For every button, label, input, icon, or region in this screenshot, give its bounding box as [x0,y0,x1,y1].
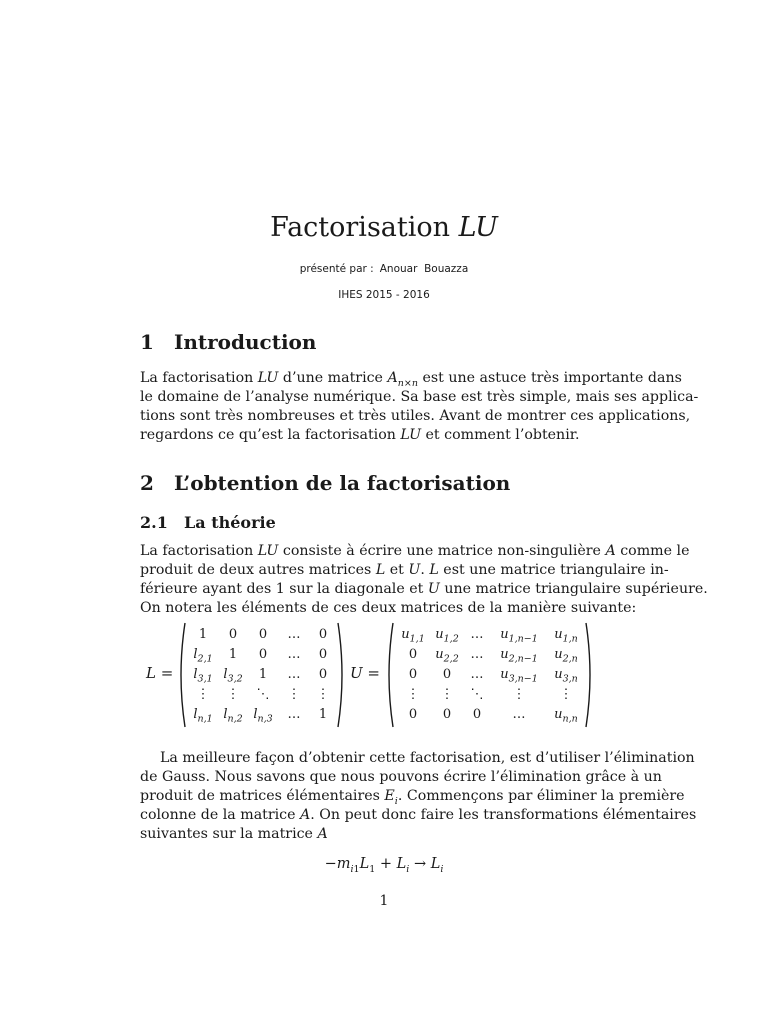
matrix-u-row: 0 $u_{2,2}$ … $u_{2,n-1}$ $u_{2,n}$ [408,646,578,665]
author-name: Anouar Bouazza [379,263,469,275]
intro-line: La factorisation LU d’une matrice $A_{n\times n}$ est une astuce très importante dans [140,370,682,389]
intro-line: tions sont très nombreuses et très utiles. Avant de montrer ces applications, [140,408,691,424]
section-heading-introduction: 1 Introduction [140,330,317,354]
theory-line: produit de deux autres matrices L et U. L est une matrice triangulaire in- [140,562,669,578]
gauss-line: de Gauss. Nous savons que nous pouvons écrire l’élimination grâce à un [140,769,662,785]
matrix-l-row: ⋮ ⋮ ⋱ ⋮ ⋮ [196,686,330,702]
subsection-heading-theorie: 2.1 La théorie [140,513,276,532]
intro-paragraph [140,369,699,445]
matrix-l-row: $l_{2,1}$ 1 0 … 0 [193,646,328,665]
gauss-line: La meilleure façon d’obtenir cette factorisation, est d’utiliser l’élimination [160,750,695,766]
theory-line: férieure ayant des 1 sur la diagonale et U une matrice triangulaire supérieure. [140,581,708,597]
matrix-u-right-paren [585,622,595,728]
matrix-u-row: 0 0 … $u_{3,n-1}$ $u_{3,n}$ [408,666,578,685]
elimination-formula: $-m_{i1}L_1 + L_i \to L_i$ [324,856,444,875]
matrices-display [140,622,628,728]
matrix-l-row: 1 0 0 … 0 [198,626,328,642]
matrix-u-row: $u_{1,1}$ $u_{1,2}$ … $u_{1,n-1}$ $u_{1,n}$ [401,626,578,645]
matrix-l-right-paren [337,622,347,728]
matrix-l-left-paren [176,622,186,728]
intro-line: regardons ce qu’est la factorisation LU et comment l’obtenir. [140,427,580,443]
theory-paragraph [140,542,708,618]
institution-line: IHES 2015 - 2016 [338,289,430,301]
matrix-u-row: 0 0 0 … $u_{n,n}$ [408,706,578,725]
matrix-u-label: U = [350,664,380,682]
document-title: Factorisation LU [270,212,498,243]
matrix-l-row: $l_{3,1}$ $l_{3,2}$ 1 … 0 [193,666,328,685]
matrix-u-left-paren [384,622,394,728]
author-line [0,263,768,275]
matrix-l-label: L = [146,664,174,682]
intro-line: le domaine de l’analyse numérique. Sa base est très simple, mais ses applica- [140,389,699,405]
matrix-l-row: $l_{n,1}$ $l_{n,2}$ $l_{n,3}$ … 1 [193,706,328,725]
theory-line: La factorisation LU consiste à écrire une matrice non-singulière A comme le [140,543,690,559]
theory-line: On notera les éléments de ces deux matrices de la manière suivante: [140,600,637,616]
section-heading-obtention: 2 L’obtention de la factorisation [140,471,511,495]
matrix-u-row: ⋮ ⋮ ⋱ ⋮ ⋮ [406,686,573,702]
gauss-paragraph [140,749,697,844]
gauss-line: colonne de la matrice A. On peut donc faire les transformations élémentaires [140,807,697,823]
gauss-line: suivantes sur la matrice A [140,826,328,842]
gauss-line: produit de matrices élémentaires $E_i$. Commençons par éliminer la première [140,788,685,807]
matrix-l [188,624,336,724]
page-number: 1 [379,893,389,909]
matrix-u [396,624,584,724]
author-label: présenté par : [299,263,374,275]
